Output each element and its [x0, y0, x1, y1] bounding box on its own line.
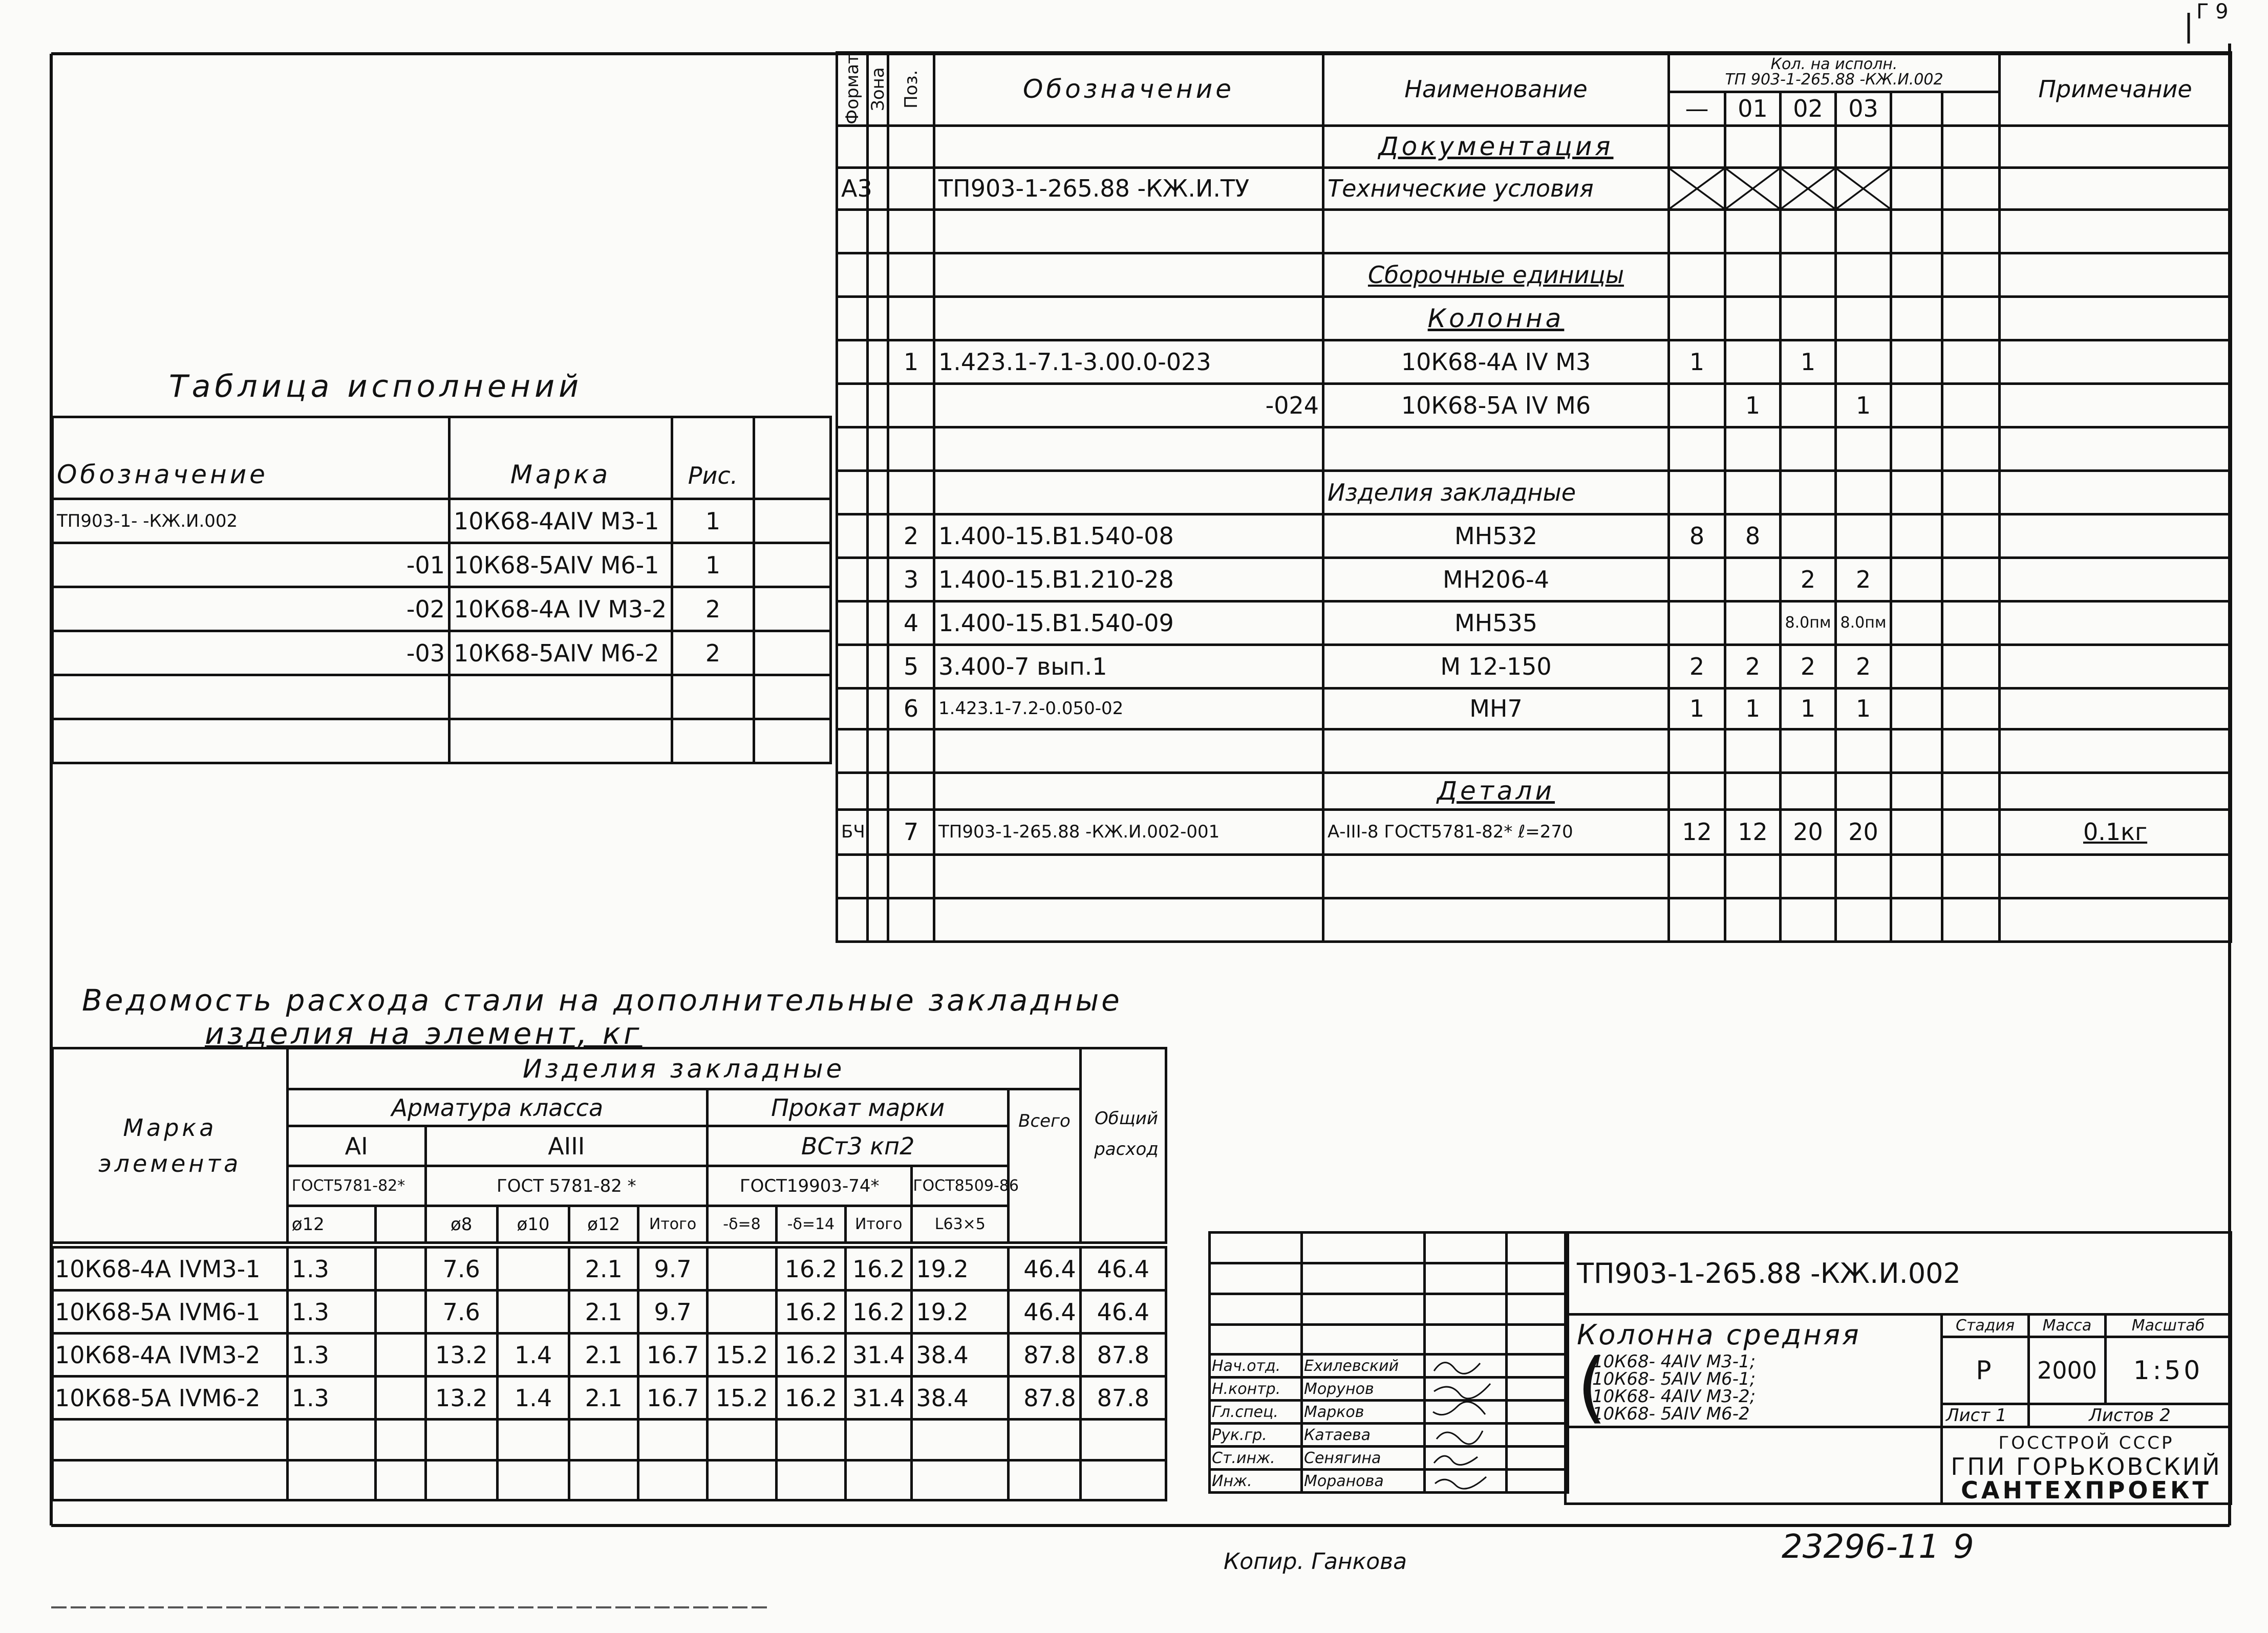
gost-header: ГОСТ19903-74* [708, 1166, 912, 1206]
steel-value: 16.2 [776, 1334, 845, 1377]
role-cell: Рук.гр. [1210, 1424, 1302, 1447]
spec-row-7 [837, 809, 2231, 854]
variants-table-title: Таблица исполнений [169, 369, 583, 404]
gost-header: ГОСТ8509-86 [912, 1166, 1009, 1206]
variant-col-1: 01 [1725, 92, 1781, 125]
steel-mark: 10К68-4А IVМ3-1 [53, 1248, 288, 1291]
steel-row [53, 1377, 1166, 1420]
variant-col-3: 03 [1836, 92, 1891, 125]
person-name: Катаева [1302, 1424, 1425, 1447]
object-marks [1577, 1343, 1930, 1432]
pos-cell: 6 [888, 688, 934, 729]
stage-value: Р [1942, 1337, 2029, 1404]
pos-cell: 7 [888, 809, 934, 854]
variant-row [53, 543, 831, 587]
qty-cell: 2 [1781, 557, 1836, 601]
section-assemblies: Сборочные единицы [1323, 253, 1669, 296]
steel-value: 31.4 [845, 1377, 912, 1420]
steel-value: 2.1 [569, 1248, 638, 1291]
section-details: Детали [1323, 772, 1669, 809]
qty-cell [1836, 340, 1891, 383]
qty-cell: 1 [1836, 383, 1891, 427]
name-cell: 10К68-4А IV М3 [1323, 340, 1669, 383]
col-header: -δ=14 [776, 1206, 845, 1243]
steel-value: 7.6 [425, 1248, 497, 1291]
steel-mark-header: Марка элемента [53, 1048, 288, 1243]
note-header: Примечание [2000, 53, 2231, 126]
name-cell: 10К68-5А IV М6 [1323, 383, 1669, 427]
signature [1425, 1355, 1507, 1378]
role-cell: Ст.инж. [1210, 1447, 1302, 1470]
steel-table-body [51, 1246, 1167, 1501]
steel-value: 38.4 [912, 1377, 1009, 1420]
steel-value [376, 1377, 425, 1420]
steel-mark: 10К68-4А IVМ3-2 [53, 1334, 288, 1377]
designation-header: Обозначение [934, 53, 1323, 126]
bracket-left: ( [1577, 1343, 1607, 1432]
qty-cell [1725, 340, 1781, 383]
qty-cell: 1 [1781, 340, 1836, 383]
qty-cell: 2 [1781, 644, 1836, 688]
steel-value: 16.2 [845, 1291, 912, 1334]
format-cell: А3 [837, 167, 868, 209]
steel-value: 16.2 [776, 1248, 845, 1291]
stage-label: Стадия [1942, 1315, 2029, 1337]
variant-row [53, 499, 831, 543]
signature-row [1210, 1378, 1568, 1401]
spec-row-tu [837, 167, 2231, 209]
qty-cell: 8.0пм [1836, 601, 1891, 644]
spec-row-1b [837, 383, 2231, 427]
section-documentation: Документация [1323, 125, 1669, 167]
steel-value [708, 1248, 777, 1291]
steel-total: 46.4 [1009, 1291, 1080, 1334]
ai-header: АI [287, 1126, 425, 1166]
steel-table-title-2: изделия на элемент, кг [205, 1016, 643, 1051]
steel-row [53, 1248, 1166, 1291]
role-cell: Нач.отд. [1210, 1355, 1302, 1378]
steel-value: 15.2 [708, 1334, 777, 1377]
signature [1425, 1401, 1507, 1424]
qty-cell [1781, 514, 1836, 557]
steel-value: 9.7 [638, 1291, 708, 1334]
steel-total-header: Всего [1009, 1089, 1080, 1243]
col-header: -δ=8 [708, 1206, 777, 1243]
variant-fig: 1 [672, 543, 754, 587]
steel-value: 13.2 [425, 1377, 497, 1420]
person-name: Сенягина [1302, 1447, 1425, 1470]
variant-designation: -01 [53, 543, 450, 587]
steel-total: 87.8 [1009, 1377, 1080, 1420]
cross-mark [1781, 167, 1836, 209]
name-cell: М 12-150 [1323, 644, 1669, 688]
variants-table [51, 416, 832, 764]
variant-mark: 10К68-5АIV М6-1 [450, 543, 672, 587]
qty-cell: 1 [1669, 688, 1725, 729]
title-block-main [1564, 1231, 2232, 1505]
steel-value: 1.3 [287, 1291, 376, 1334]
variant-designation: -03 [53, 631, 450, 675]
variant-col-2: 02 [1781, 92, 1836, 125]
qty-cell: 1 [1725, 383, 1781, 427]
steel-value [497, 1291, 569, 1334]
steel-value: 31.4 [845, 1334, 912, 1377]
qty-cell: 2 [1669, 644, 1725, 688]
steel-value: 7.6 [425, 1291, 497, 1334]
rolled-header: Прокат марки [708, 1089, 1009, 1126]
designation-cell: 1.423.1-7.1-3.00.0-023 [934, 340, 1323, 383]
signature-row [1210, 1447, 1568, 1470]
spec-row-3 [837, 557, 2231, 601]
steel-embedded-header: Изделия закладные [287, 1048, 1080, 1089]
scale-value: 1:50 [2106, 1337, 2231, 1404]
qty-cell: 20 [1836, 809, 1891, 854]
doc-code: ТП903-1-265.88 -КЖ.И.002 [1566, 1233, 2231, 1315]
person-name: Ехилевский [1302, 1355, 1425, 1378]
qty-header [1669, 53, 2000, 92]
pos-cell: 2 [888, 514, 934, 557]
steel-value: 1.3 [287, 1334, 376, 1377]
name-cell: А-III-8 ГОСТ5781-82* ℓ=270 [1323, 809, 1669, 854]
steel-grand: 46.4 [1080, 1248, 1166, 1291]
qty-cell [1836, 514, 1891, 557]
variant-mark: 10К68-5АIV М6-2 [450, 631, 672, 675]
signature-row [1210, 1470, 1568, 1493]
steel-value: 15.2 [708, 1377, 777, 1420]
qty-cell [1669, 557, 1725, 601]
steel-value: 1.3 [287, 1248, 376, 1291]
spec-row-1 [837, 340, 2231, 383]
col-header [376, 1206, 425, 1243]
signature [1425, 1447, 1507, 1470]
organization [1942, 1427, 2231, 1504]
designation-cell: ТП903-1-265.88 -КЖ.И.ТУ [934, 167, 1323, 209]
variant-mark: 10К68-4А IV М3-2 [450, 587, 672, 631]
col-header: ø12 [287, 1206, 376, 1243]
designation-cell: 1.400-15.В1.540-08 [934, 514, 1323, 557]
qty-cell [1725, 601, 1781, 644]
signature-row [1210, 1355, 1568, 1378]
steel-grand: 87.8 [1080, 1377, 1166, 1420]
name-cell: МН535 [1323, 601, 1669, 644]
format-header: Формат [837, 53, 868, 126]
qty-cell [1669, 601, 1725, 644]
signature [1425, 1470, 1507, 1493]
qty-cell: 1 [1669, 340, 1725, 383]
qty-cell [1781, 383, 1836, 427]
qty-cell: 1 [1781, 688, 1836, 729]
sheets-count: Листов 2 [2029, 1404, 2231, 1427]
sheet-number: Лист 1 [1942, 1404, 2029, 1427]
object-mark: 10К68- 4АIV М3-2; [1592, 1386, 1756, 1407]
object-mark: 10К68- 5АIV М6-2 [1592, 1404, 1750, 1424]
designation-cell: -024 [934, 383, 1323, 427]
qty-title: Кол. на исполн. [1770, 55, 1898, 73]
spec-row-2 [837, 514, 2231, 557]
col-header: Итого [845, 1206, 912, 1243]
variant-col-0: — [1669, 92, 1725, 125]
col-header: Итого [638, 1206, 708, 1243]
steel-value: 16.2 [776, 1377, 845, 1420]
qty-cell: 2 [1836, 557, 1891, 601]
steel-mark: 10К68-5А IVМ6-2 [53, 1377, 288, 1420]
steel-value: 38.4 [912, 1334, 1009, 1377]
steel-value: 2.1 [569, 1334, 638, 1377]
person-name: Моранова [1302, 1470, 1425, 1493]
steel-value: 16.7 [638, 1377, 708, 1420]
object-mark: 10К68- 4АIV М3-1; [1592, 1351, 1756, 1372]
grand-total-header: Общий расход [1094, 1108, 1159, 1159]
role-cell: Гл.спец. [1210, 1401, 1302, 1424]
person-name: Морунов [1302, 1378, 1425, 1401]
qty-doc: ТП 903-1-265.88 -КЖ.И.002 [1725, 70, 1943, 89]
steel-value [376, 1291, 425, 1334]
cross-mark [1725, 167, 1781, 209]
role-cell: Н.контр. [1210, 1378, 1302, 1401]
object-title: Колонна средняя [1577, 1319, 1861, 1351]
variant-designation: ТП903-1- -КЖ.И.002 [53, 499, 450, 543]
designation-cell: ТП903-1-265.88 -КЖ.И.002-001 [934, 809, 1323, 854]
spec-row-6 [837, 688, 2231, 729]
qty-cell: 8 [1725, 514, 1781, 557]
note-cell: 0.1кг [2000, 809, 2231, 854]
name-cell: Технические условия [1323, 167, 1669, 209]
variants-fig-header: Рис. [672, 417, 754, 499]
signature [1425, 1424, 1507, 1447]
designation-cell: 1.423.1-7.2-0.050-02 [934, 688, 1323, 729]
steel-value: 16.2 [776, 1291, 845, 1334]
aiii-header: АIII [425, 1126, 707, 1166]
corner-mark: Г 9 [2196, 0, 2229, 24]
org-line-3: САНТЕХПРОЕКТ [1961, 1476, 2212, 1504]
qty-cell: 12 [1725, 809, 1781, 854]
steel-value: 1.3 [287, 1377, 376, 1420]
org-line-1: ГОССТРОЙ СССР [1998, 1433, 2174, 1453]
qty-cell [1669, 383, 1725, 427]
role-cell: Инж. [1210, 1470, 1302, 1493]
col-header: ø10 [497, 1206, 569, 1243]
steel-value: 13.2 [425, 1334, 497, 1377]
name-cell: МН206-4 [1323, 557, 1669, 601]
zone-header: Зона [868, 53, 888, 126]
col-header: L63×5 [912, 1206, 1009, 1243]
steel-value: 1.4 [497, 1377, 569, 1420]
steel-value: 1.4 [497, 1334, 569, 1377]
title-block-people [1208, 1231, 1569, 1494]
qty-cell: 20 [1781, 809, 1836, 854]
sheet-index: 9 [1953, 1528, 1974, 1566]
steel-value: 16.7 [638, 1334, 708, 1377]
designation-cell: 1.400-15.В1.210-28 [934, 557, 1323, 601]
org-line-2: ГПИ ГОРЬКОВСКИЙ [1951, 1453, 2222, 1480]
steel-value: 9.7 [638, 1248, 708, 1291]
steel-value [376, 1334, 425, 1377]
steel-table-title-1: Ведомость расхода стали на дополнительные закладные [82, 983, 1122, 1018]
name-cell: МН7 [1323, 688, 1669, 729]
gost-header: ГОСТ 5781-82 * [425, 1166, 707, 1206]
cross-mark [1669, 167, 1725, 209]
pos-header: Поз. [888, 53, 934, 126]
cross-mark [1836, 167, 1891, 209]
steel-row [53, 1291, 1166, 1334]
variant-row [53, 587, 831, 631]
steel-row [53, 1334, 1166, 1377]
rebar-class-header: Арматура класса [287, 1089, 707, 1126]
signature-row [1210, 1401, 1568, 1424]
archive-number: 23296-11 [1782, 1528, 1940, 1566]
qty-cell: 2 [1836, 644, 1891, 688]
variants-mark-header: Марка [450, 417, 672, 499]
object-title-cell [1566, 1315, 1942, 1432]
steel-value [497, 1248, 569, 1291]
qty-cell: 2 [1725, 644, 1781, 688]
steel-total: 87.8 [1009, 1334, 1080, 1377]
steel-value: 19.2 [912, 1248, 1009, 1291]
qty-cell: 1 [1725, 688, 1781, 729]
steel-grand: 46.4 [1080, 1291, 1166, 1334]
variants-designation-header: Обозначение [53, 417, 450, 499]
copied-by: Копир. Ганкова [1224, 1549, 1407, 1575]
name-cell: МН532 [1323, 514, 1669, 557]
vst-header: ВСт3 кп2 [708, 1126, 1009, 1166]
steel-total: 46.4 [1009, 1248, 1080, 1291]
qty-cell [1725, 557, 1781, 601]
steel-value: 16.2 [845, 1248, 912, 1291]
signature [1425, 1378, 1507, 1401]
pos-cell: 4 [888, 601, 934, 644]
steel-mark: 10К68-5А IVМ6-1 [53, 1291, 288, 1334]
steel-table [51, 1047, 1167, 1244]
gost-header: ГОСТ5781-82* [287, 1166, 425, 1206]
steel-value: 2.1 [569, 1377, 638, 1420]
designation-cell: 1.400-15.В1.540-09 [934, 601, 1323, 644]
qty-cell: 8.0пм [1781, 601, 1836, 644]
variant-designation: -02 [53, 587, 450, 631]
col-header: ø8 [425, 1206, 497, 1243]
spec-row-4 [837, 601, 2231, 644]
variant-fig: 2 [672, 631, 754, 675]
pos-cell: 3 [888, 557, 934, 601]
mass-label: Масса [2029, 1315, 2106, 1337]
steel-value [708, 1291, 777, 1334]
col-header: ø12 [569, 1206, 638, 1243]
qty-cell: 8 [1669, 514, 1725, 557]
steel-value: 2.1 [569, 1291, 638, 1334]
steel-value: 19.2 [912, 1291, 1009, 1334]
name-header: Наименование [1323, 53, 1669, 126]
qty-cell: 1 [1836, 688, 1891, 729]
pos-cell: 1 [888, 340, 934, 383]
steel-grand: 87.8 [1080, 1334, 1166, 1377]
pos-cell: 5 [888, 644, 934, 688]
person-name: Марков [1302, 1401, 1425, 1424]
mass-value: 2000 [2029, 1337, 2106, 1404]
format-cell: БЧ [837, 809, 868, 854]
object-mark: 10К68- 5АIV М6-1; [1592, 1369, 1756, 1389]
variant-row [53, 631, 831, 675]
variant-mark: 10К68-4АIV М3-1 [450, 499, 672, 543]
specification-table [836, 51, 2232, 943]
steel-value [376, 1248, 425, 1291]
section-embedded: Изделия закладные [1323, 470, 1669, 514]
qty-cell: 12 [1669, 809, 1725, 854]
spec-row-5 [837, 644, 2231, 688]
signature-row [1210, 1424, 1568, 1447]
variant-fig: 1 [672, 499, 754, 543]
designation-cell: 3.400-7 вып.1 [934, 644, 1323, 688]
scale-label: Масштаб [2106, 1315, 2231, 1337]
section-column: Колонна [1323, 296, 1669, 340]
variant-fig: 2 [672, 587, 754, 631]
